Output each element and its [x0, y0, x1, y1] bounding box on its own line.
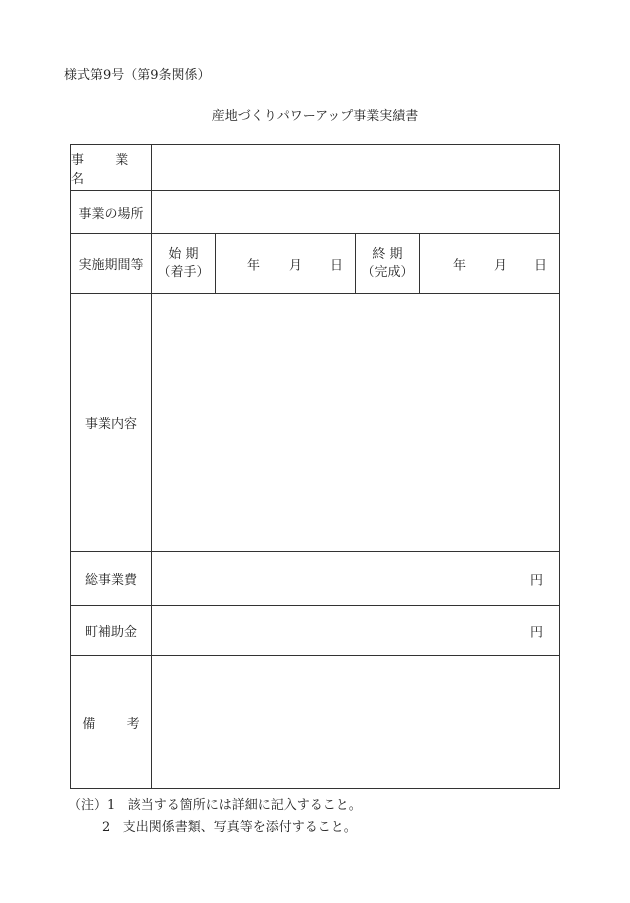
start-date-field[interactable] [216, 234, 356, 293]
total-cost-label: 総事業費 [84, 573, 137, 588]
subsidy-yen-label: 円 [529, 625, 543, 640]
end-year-label: 年 [453, 258, 467, 273]
row-content [71, 294, 559, 552]
start-day-label: 日 [330, 258, 344, 273]
row-project-name [71, 145, 559, 191]
note-text: 該当する箇所には詳細に記入すること。 [127, 798, 362, 813]
end-label: 終 期 [372, 246, 403, 262]
project-name-label: 事業名 [71, 152, 160, 187]
location-field[interactable] [152, 191, 559, 233]
row-period [71, 234, 559, 294]
document-title: 産地づくりパワーアップ事業実績書 [211, 109, 419, 124]
subsidy-field[interactable] [152, 606, 559, 655]
note-number: 1 [107, 798, 116, 813]
end-month-label: 月 [494, 258, 508, 273]
start-sublabel: （着手） [157, 264, 210, 280]
project-name-field[interactable] [152, 145, 559, 190]
notes [68, 795, 362, 839]
start-year-label: 年 [247, 258, 261, 273]
period-label: 実施期間等 [78, 258, 144, 273]
form-number: 様式第9号（第9条関係） [64, 68, 211, 83]
row-subsidy [71, 606, 559, 656]
total-cost-field[interactable] [152, 552, 559, 605]
row-remarks [71, 656, 559, 788]
location-label: 事業の場所 [78, 206, 144, 222]
content-label: 事業内容 [84, 417, 137, 432]
subsidy-label: 町補助金 [84, 625, 137, 640]
content-field[interactable] [152, 294, 559, 551]
note-text: 支出関係書類、写真等を添付すること。 [122, 820, 357, 835]
start-label: 始 期 [168, 246, 199, 262]
remarks-label: 備考 [82, 716, 171, 732]
end-date-field[interactable] [420, 234, 559, 293]
end-sublabel: （完成） [361, 264, 414, 280]
remarks-field[interactable] [152, 656, 559, 788]
note-line-2 [68, 817, 362, 839]
start-month-label: 月 [289, 258, 303, 273]
form-table [70, 144, 560, 789]
note-prefix: （注） [68, 798, 108, 813]
row-location [71, 191, 559, 234]
row-total-cost [71, 552, 559, 606]
note-line-1 [68, 795, 362, 817]
end-day-label: 日 [534, 258, 548, 273]
note-number: 2 [102, 820, 111, 835]
total-cost-yen-label: 円 [529, 573, 543, 588]
